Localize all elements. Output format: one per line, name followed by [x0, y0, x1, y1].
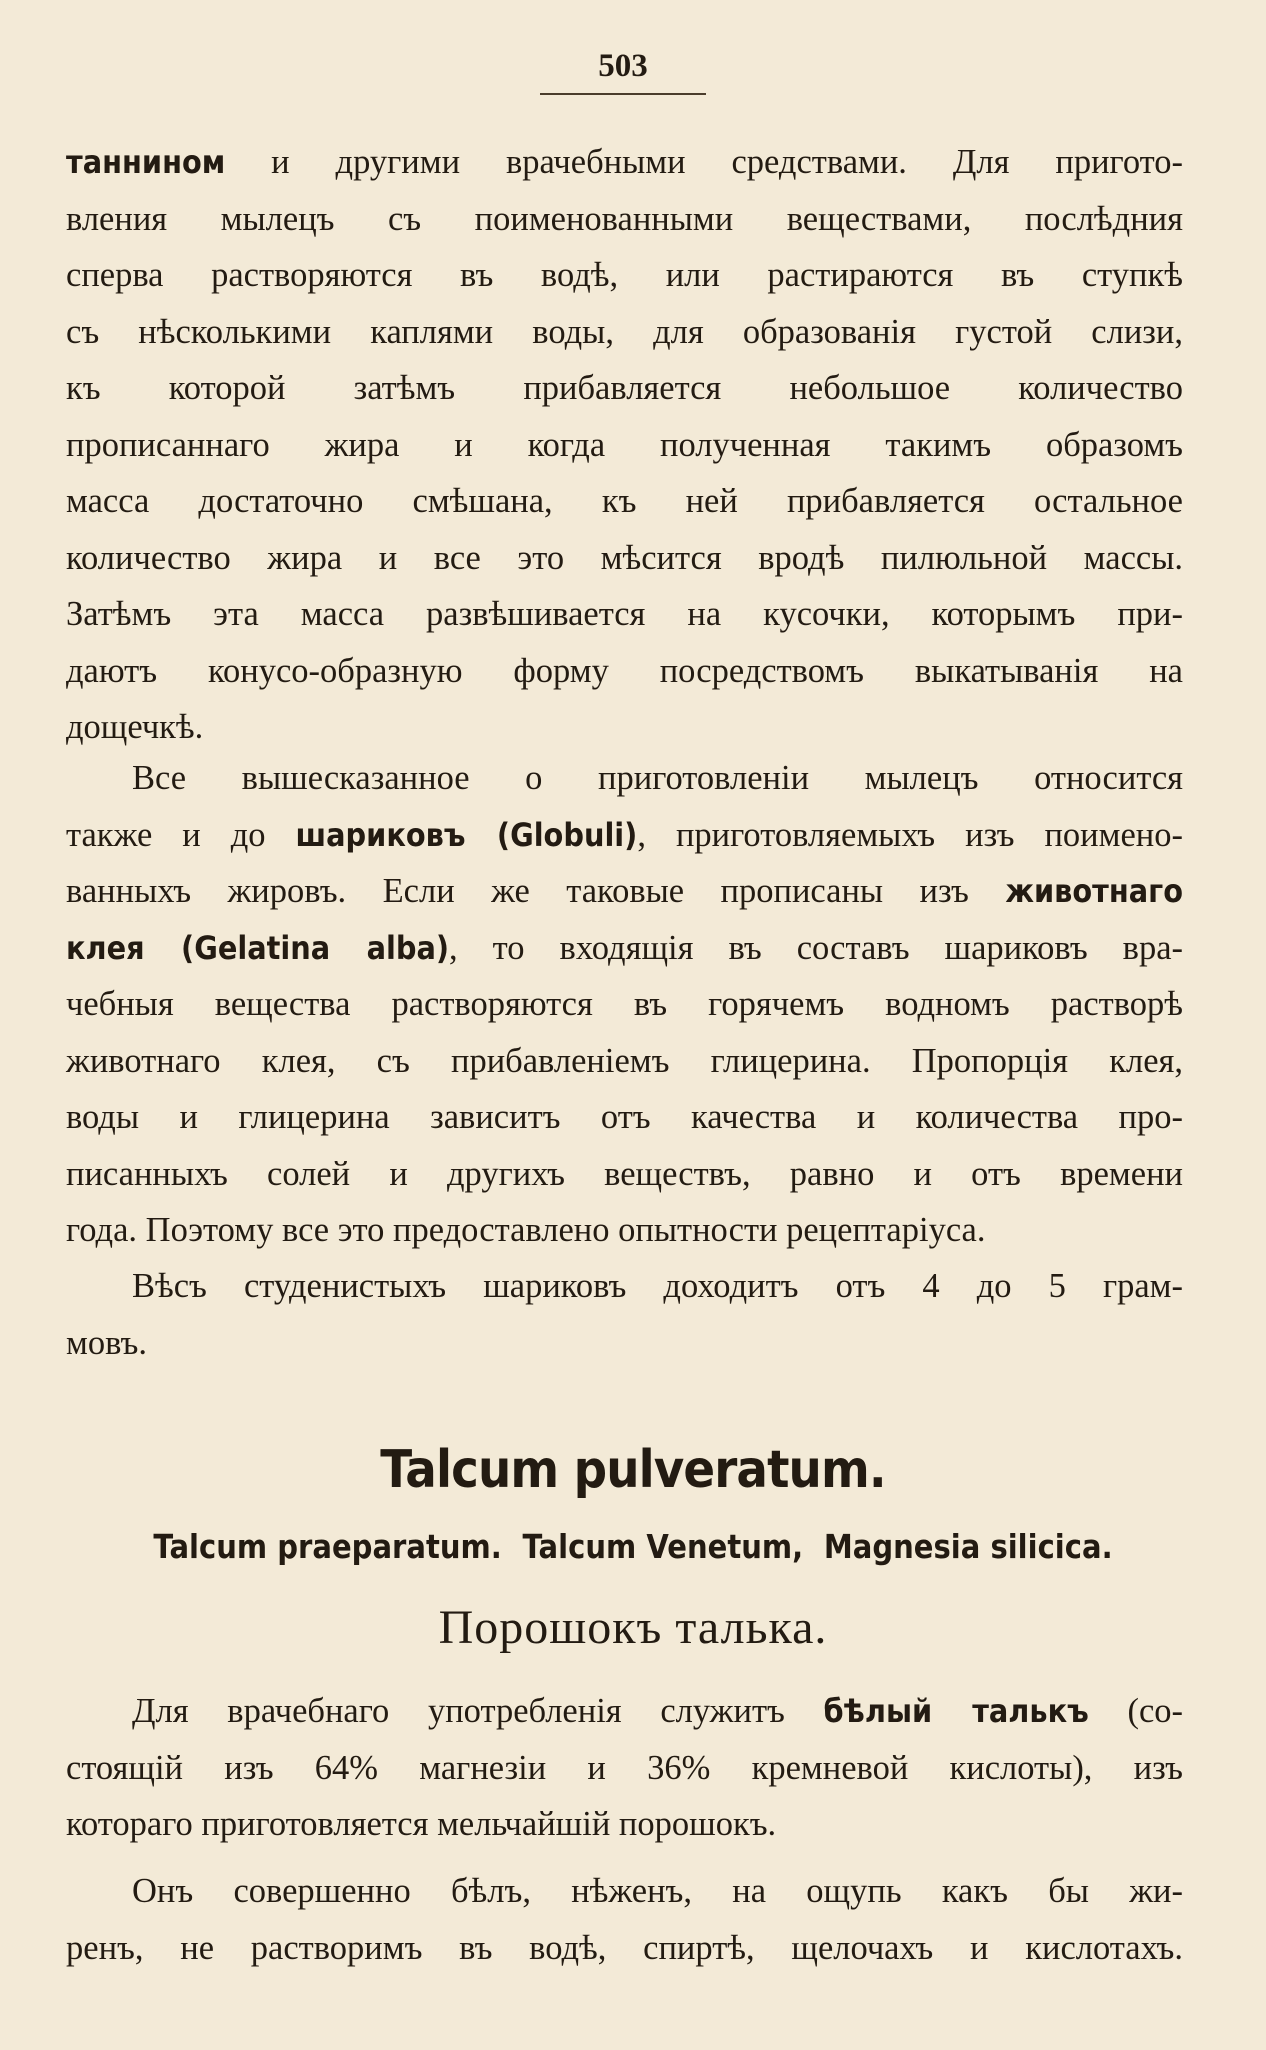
- paragraph-globuli: [66, 750, 1183, 1259]
- text-line: [66, 1315, 1183, 1372]
- text-line: [66, 1202, 1183, 1259]
- bold-term: клея (Gelatina alba): [66, 928, 450, 967]
- text-run: , то входящія въ составъ шариковъ вра-: [449, 928, 1184, 967]
- text-run: животнаго клея, съ прибавленіемъ глицерина. Пропорція клея,: [66, 1041, 1183, 1080]
- synonym: Talcum Venetum,: [522, 1527, 804, 1566]
- text-run: мовъ.: [66, 1323, 147, 1362]
- text-line: [66, 1258, 1183, 1315]
- text-line: [66, 360, 1183, 417]
- text-line: [66, 586, 1183, 643]
- text-run: года. Поэтому все это предоставлено опытности рецептаріуса.: [66, 1211, 986, 1249]
- text-run: вления мылецъ съ поименованными веществами, послѣдния: [66, 199, 1183, 238]
- text-line: [66, 1740, 1183, 1797]
- text-run: съ нѣсколькими каплями воды, для образованія густой слизи,: [66, 312, 1183, 351]
- text-run: сперва растворяются въ водѣ, или растираются въ ступкѣ: [66, 256, 1183, 294]
- text-line: [66, 1920, 1183, 1977]
- bold-term: таннином: [66, 143, 226, 181]
- text-run: чебныя вещества растворяются въ горячемъ водномъ растворѣ: [66, 985, 1183, 1023]
- text-line: [66, 920, 1183, 977]
- paragraph-globuli-weight: [66, 1258, 1183, 1371]
- bold-term: бѣлый талькъ: [823, 1692, 1089, 1730]
- text-line: [66, 247, 1183, 304]
- text-run: Затѣмъ эта масса развѣшивается на кусочки, которымъ при-: [66, 595, 1183, 633]
- text-run: ванныхъ жировъ. Если же таковые прописаны изъ: [66, 872, 1006, 910]
- text-run: Онъ совершенно бѣлъ, нѣженъ, на ощупь какъ бы жи-: [132, 1872, 1183, 1910]
- text-run: прописаннаго жира и когда полученная такимъ образомъ: [66, 425, 1183, 464]
- paragraph-talc-composition: [66, 1683, 1183, 1853]
- synonym: Magnesia silicica.: [823, 1527, 1113, 1566]
- text-run: также и до: [66, 815, 296, 854]
- text-line: [66, 699, 1183, 756]
- text-run: котораго приготовляется мельчайшій порошокъ.: [66, 1805, 777, 1843]
- heading-latin: Talcum pulveratum.: [380, 1440, 886, 1500]
- text-run: даютъ конусо-образную форму посредствомъ выкатыванія на: [66, 651, 1183, 690]
- text-run: къ которой затѣмъ прибавляется небольшое количество: [66, 369, 1183, 407]
- synonym: Talcum praeparatum.: [153, 1527, 502, 1566]
- text-line: [66, 1683, 1183, 1740]
- text-line: [66, 976, 1183, 1033]
- text-line: [66, 304, 1183, 361]
- heading-russian: Порошокъ талька.: [438, 1601, 828, 1654]
- text-line: [66, 1146, 1183, 1203]
- text-run: воды и глицерина зависитъ отъ качества и количества про-: [66, 1098, 1183, 1136]
- text-line: [66, 1089, 1183, 1146]
- paragraph-soap-preparation: [66, 134, 1183, 756]
- text-run: ренъ, не растворимъ въ водѣ, спиртѣ, щелочахъ и кислотахъ.: [66, 1928, 1183, 1967]
- text-run: количество жира и все это мѣсится вродѣ пилюльной массы.: [66, 538, 1183, 577]
- text-line: [66, 473, 1183, 530]
- text-run: дощечкѣ.: [66, 708, 204, 746]
- synonyms-line: [76, 1527, 1190, 1566]
- bold-term: шариковъ (Globuli): [295, 815, 638, 854]
- text-line: [66, 1033, 1183, 1090]
- text-line: [66, 1863, 1183, 1920]
- text-run: масса достаточно смѣшана, къ ней прибавляется остальное: [66, 482, 1183, 520]
- page-number: 503: [540, 48, 706, 95]
- text-line: [66, 750, 1183, 807]
- text-line: [66, 191, 1183, 248]
- text-line: [66, 134, 1183, 191]
- text-line: [66, 807, 1183, 864]
- text-run: (со-: [1088, 1692, 1184, 1730]
- bold-term: животнаго: [1005, 872, 1183, 910]
- paragraph-talc-properties: [66, 1863, 1183, 1976]
- text-line: [66, 643, 1183, 700]
- text-run: , приготовляемыхъ изъ поимено-: [637, 815, 1183, 854]
- text-line: [66, 1796, 1183, 1853]
- text-line: [66, 863, 1183, 920]
- text-line: [66, 417, 1183, 474]
- text-run: Вѣсъ студенистыхъ шариковъ доходитъ отъ 4 до 5 грам-: [132, 1267, 1183, 1305]
- text-run: Все вышесказанное о приготовленіи мылецъ относится: [132, 759, 1183, 797]
- text-run: писанныхъ солей и другихъ веществъ, равно и отъ времени: [66, 1154, 1183, 1193]
- text-run: стоящій изъ 64% магнезіи и 36% кремневой кислоты), изъ: [66, 1748, 1183, 1787]
- text-run: и другими врачебными средствами. Для пригото-: [225, 143, 1183, 181]
- text-run: Для врачебнаго употребленія служитъ: [132, 1692, 824, 1730]
- text-line: [66, 530, 1183, 587]
